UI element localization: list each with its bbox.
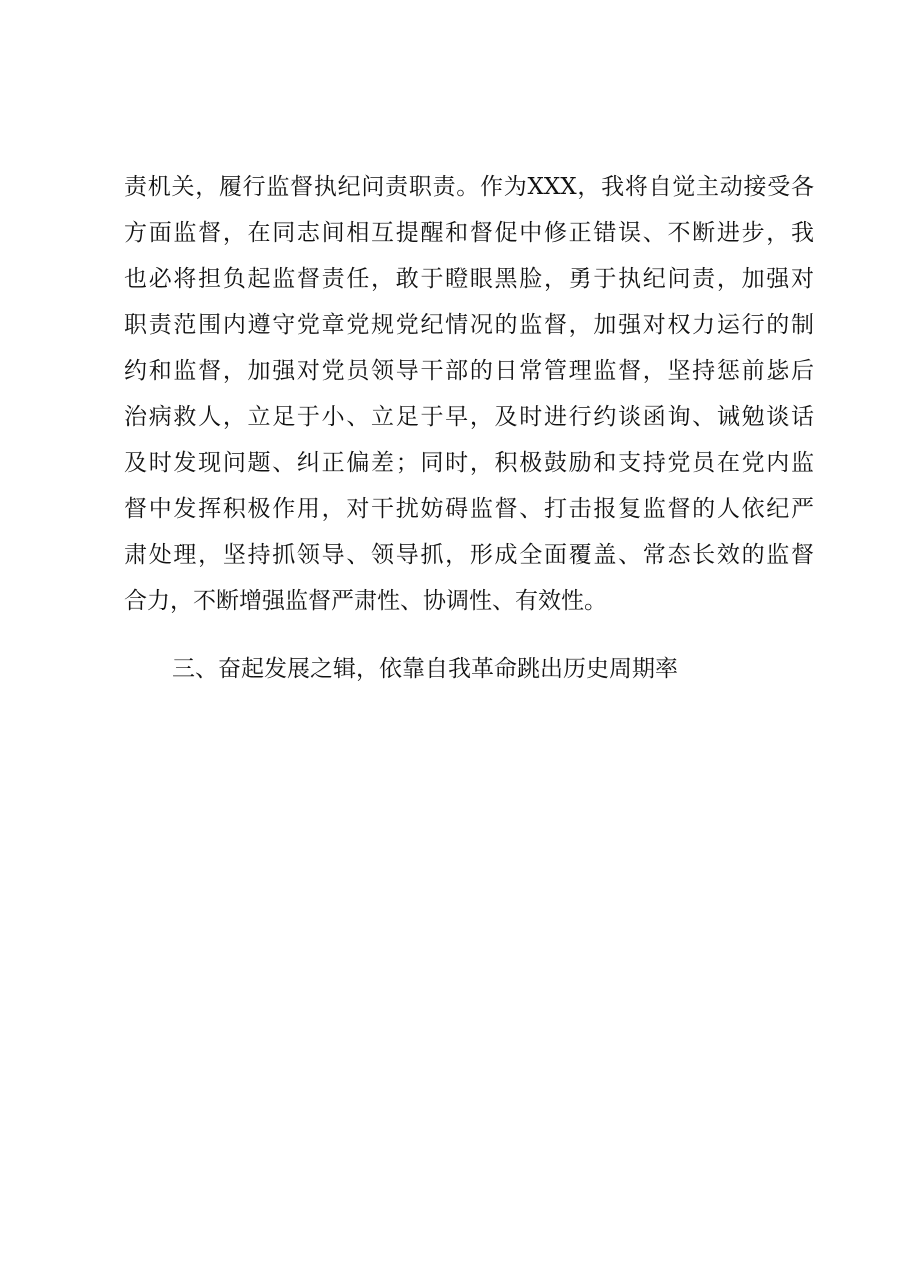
paragraph-line: 职责范围内遵守党章党规党纪情况的监督，加强对权力运行的制 <box>124 312 814 338</box>
paragraph-line: 督中发挥积极作用，对干扰妨碍监督、打击报复监督的人依纪严 <box>124 496 814 522</box>
paragraph-line: 治病救人，立足于小、立足于早，及时进行约谈函询、诫勉谈话 <box>124 404 814 430</box>
body-paragraph <box>124 164 814 624</box>
paragraph-line: 也必将担负起监督责任，敢于瞪眼黑脸，勇于执纪问责，加强对 <box>124 266 814 292</box>
section-heading: 三、奋起发展之辑，依靠自我革命跳出历史周期率 <box>172 656 678 682</box>
paragraph-line: 约和监督，加强对党员领导干部的日常管理监督，坚持惩前毖后 <box>124 358 814 384</box>
paragraph-line: 方面监督，在同志间相互提醒和督促中修正错误、不断进步，我 <box>124 220 814 246</box>
paragraph-line: 及时发现问题、纠正偏差；同时，积极鼓励和支持党员在党内监 <box>124 450 814 476</box>
paragraph-line: 合力，不断增强监督严肃性、协调性、有效性。 <box>124 588 607 614</box>
paragraph-line: 肃处理，坚持抓领导、领导抓，形成全面覆盖、常态长效的监督 <box>124 542 814 568</box>
paragraph-line: 责机关，履行监督执纪问责职责。作为XXX，我将自觉主动接受各 <box>124 174 814 200</box>
